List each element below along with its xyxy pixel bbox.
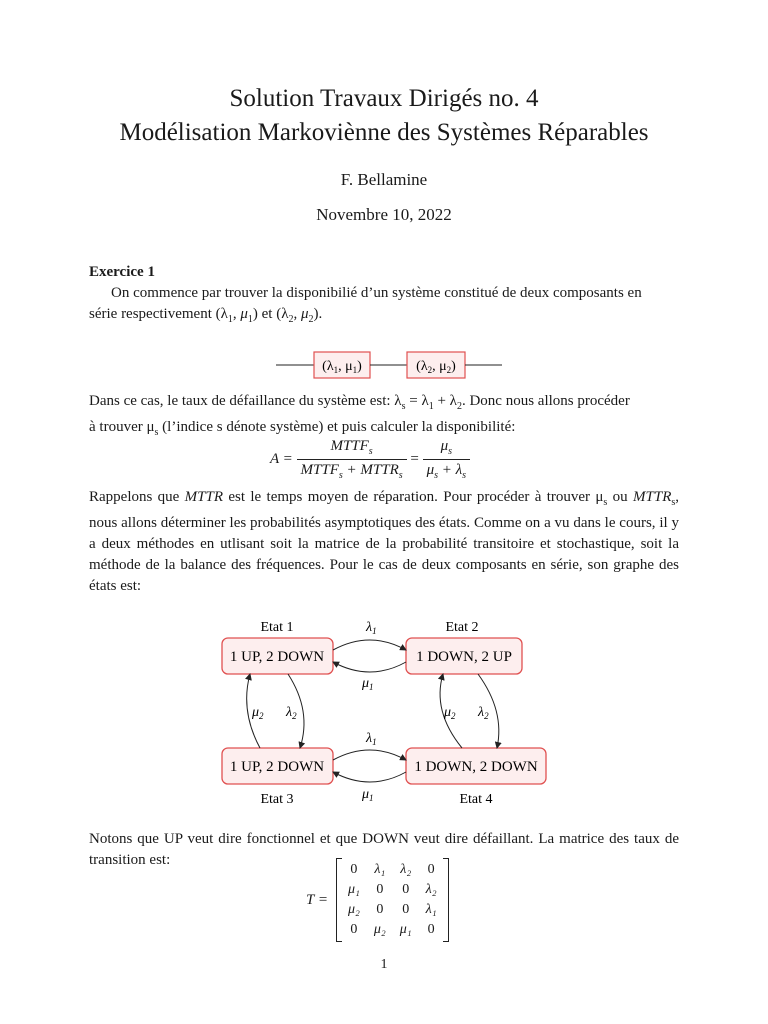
state-2-label: Etat 2 (445, 620, 479, 635)
exercise-heading: Exercice 1 (89, 264, 155, 280)
state-4-text: 1 DOWN, 2 DOWN (414, 759, 538, 775)
author: F. Bellamine (340, 170, 428, 189)
edge-label-l2-left: $\lambda_2$ (286, 705, 297, 721)
state-2-text: 1 DOWN, 2 UP (416, 649, 512, 665)
series-diagram (270, 348, 510, 382)
edge-label-m2-right: $\mu_2$ (444, 705, 456, 721)
edge-label-l1-top: $\lambda_1$ (366, 620, 377, 636)
paragraph-methods: Rappelons que MTTR est le temps moyen de réparation. Pour procéder à trouver $\mu_s$ ou $MTTR_s$, nous allons déterminer les probabilités asymptotiques des états. Comme on a vu dans le cours, il y a deux méthodes en utlisant soit la matrice de la probabilité transitoire et stochastique, soit la méthode de la balance des fréquences. Pour le cas de deux composants en série, son graphe des états est: (89, 489, 680, 594)
fraction-mttf: $\frac{MTTF_s}{MTTF_s + MTTR_s}$ (297, 438, 407, 481)
state-1-label: Etat 1 (260, 620, 294, 635)
availability-equation: A = $\frac{MTTF_s}{MTTF_s + MTTR_s}$ = $\frac{\mu_s}{\mu_s + \lambda_s}$ (270, 438, 470, 481)
paragraph-matrix-intro: Notons que UP veut dire fonctionnel et que DOWN veut dire défaillant. La matrice des taux de transition est: (89, 831, 679, 868)
intro-line-1: On commence par trouver la disponibilié d’un système constitué de deux composants en (111, 285, 642, 301)
date: Novembre 10, 2022 (316, 205, 452, 224)
edge-label-l1-bottom: $\lambda_1$ (366, 731, 377, 747)
edge-label-m1-top: $\mu_1$ (362, 676, 374, 692)
page-number: 1 (380, 957, 388, 972)
state-3-label: Etat 3 (260, 792, 294, 807)
exercise-intro (89, 262, 679, 330)
matrix-row: μ₁ 0 0 λ₂ (347, 882, 437, 897)
title-line-2: Modélisation Markoviènne des Systèmes Réparables (119, 119, 649, 146)
state-4-label: Etat 4 (459, 792, 493, 807)
state-3-text: 1 UP, 2 DOWN (229, 759, 325, 775)
paragraph-failure-rate: Dans ce cas, le taux de défaillance du système est: $\lambda_s = \lambda_1 + \lambda_2$. Donc nous allons procéder à trouver $\mu_s$ (l’indice s dénote système) et puis calculer la disponibilité: (89, 393, 630, 438)
edge-label-m1-bottom: $\mu_1$ (362, 787, 374, 803)
svg-text:(λ2, μ2): ($\lambda_2$, $\mu_2$) (416, 359, 456, 375)
edge-label-l2-right: $\lambda_2$ (478, 705, 489, 721)
intro-line-2: série respectivement ($\lambda_1$, $\mu_1$) et ($\lambda_2$, $\mu_2$). (89, 306, 323, 325)
title-line-1: Solution Travaux Dirigés no. 4 (229, 85, 539, 112)
matrix-row: μ₂ 0 0 λ₁ (347, 902, 437, 917)
edge-label-m2-left: $\mu_2$ (252, 705, 264, 721)
state-graph (200, 610, 570, 810)
state-1-text: 1 UP, 2 DOWN (229, 649, 325, 665)
matrix-row: 0 μ₂ μ₁ 0 (350, 922, 435, 937)
transition-matrix: T = 0 λ₁ λ₂ 0 μ₁ 0 0 λ₂ μ₂ 0 0 λ₁ 0 μ₂ μ₁ 0 (306, 858, 449, 942)
matrix-row: 0 λ₁ λ₂ 0 (350, 862, 435, 877)
fraction-mu: $\frac{\mu_s}{\mu_s + \lambda_s}$ (423, 438, 470, 481)
svg-text:(λ1, μ1): ($\lambda_1$, $\mu_1$) (322, 359, 362, 375)
